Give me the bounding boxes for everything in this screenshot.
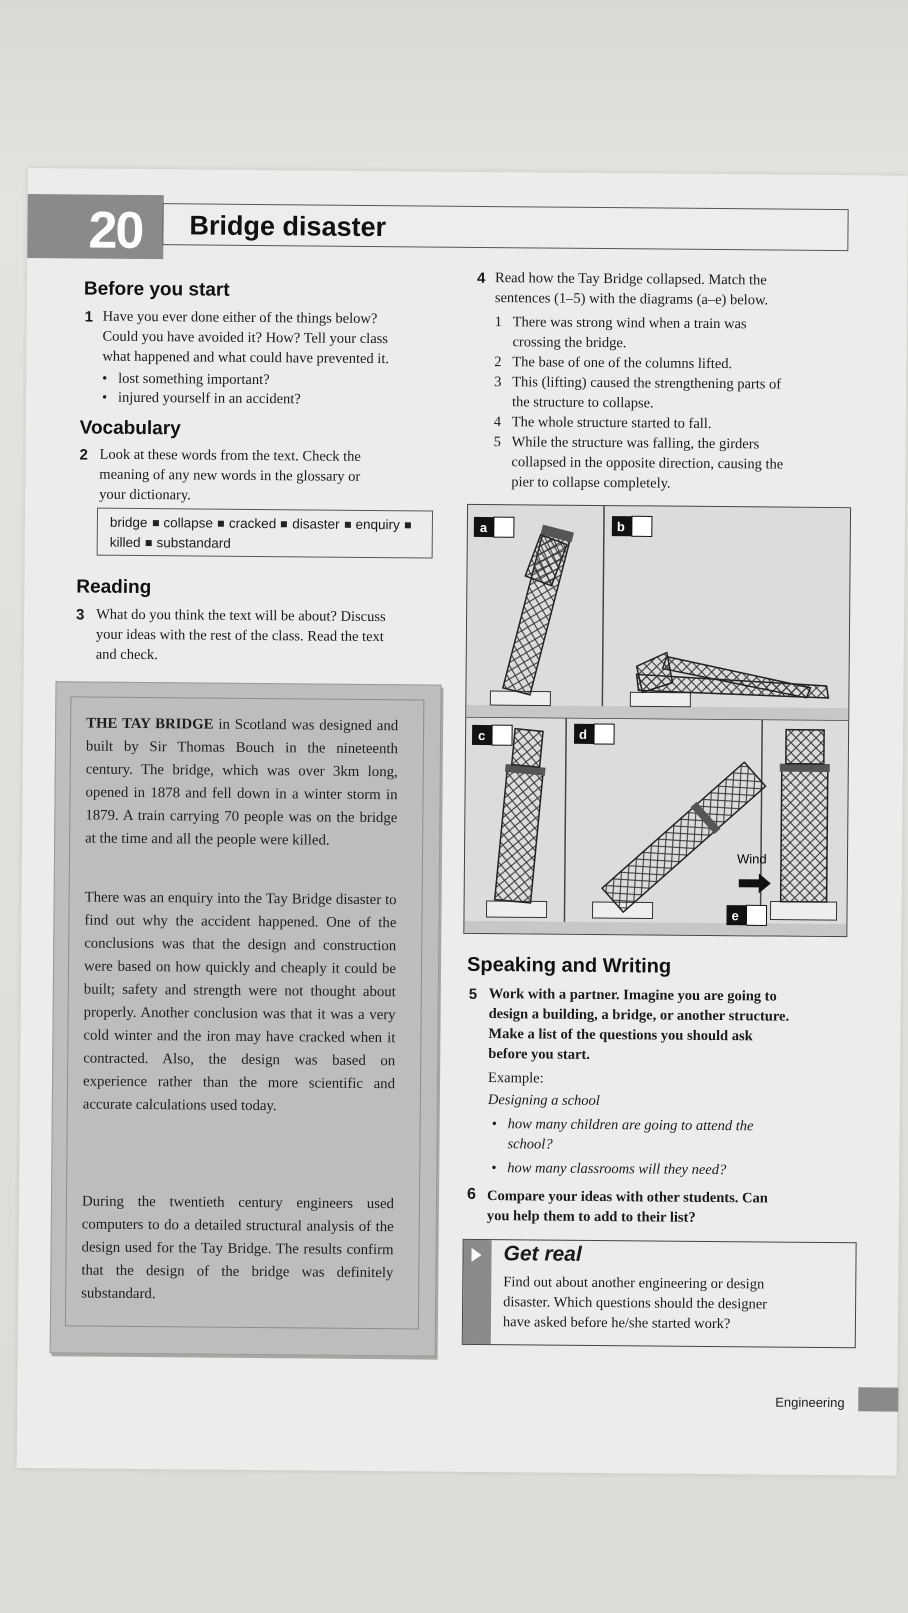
diagram-a-pier — [490, 524, 574, 706]
bullet-item: • lost something important? — [118, 369, 270, 390]
question-3-text: What do you think the text will be about? Discuss your ideas with the rest of the class. Read the text and check. — [95, 606, 386, 664]
diagram-label-b — [612, 516, 652, 536]
diagram-c-pier — [486, 728, 549, 918]
diagram-label-d — [574, 724, 614, 744]
question-number-4: 4 — [476, 269, 486, 287]
get-real-text: Find out about another engineering or design disaster. Which questions should the designer have asked before he/she started work? — [502, 1274, 768, 1333]
heading-reading: Reading — [76, 576, 152, 599]
svg-text:c: c — [477, 727, 486, 744]
sentence-5: 5 While the structure was falling, the girders collapsed in the opposite direction, causing the pier to collapse completely. — [493, 434, 784, 492]
svg-text:a: a — [479, 519, 488, 536]
example-bullet: • how many children are going to attend the school? — [507, 1114, 753, 1156]
text-paragraph-3: During the twentieth century engineers used computers to do a detailed structural analysis of the design used for the Tay Bridge. The results confirm that the design of the bridge was definitely substandard. — [81, 1193, 395, 1303]
textbook-page — [17, 168, 908, 1476]
sentence-4: 4 The whole structure started to fall. — [493, 414, 712, 432]
example-title: Designing a school — [487, 1092, 600, 1110]
heading-speaking-writing: Speaking and Writing — [466, 953, 672, 978]
question-5-text: Work with a partner. Imagine you are going to design a building, a bridge, or another structure. Make a list of the questions you should ask before you start. — [488, 986, 790, 1063]
footer-section: Engineering — [775, 1394, 845, 1411]
bullet-item: • injured yourself in an accident? — [118, 388, 301, 410]
sentence-3: 3 This (lifting) caused the strengthening parts of the structure to collapse. — [494, 374, 782, 412]
svg-text:d: d — [579, 726, 588, 742]
reading-text-panel — [50, 681, 442, 1356]
diagram-b-collapse — [630, 652, 828, 708]
question-number-3: 3 — [76, 606, 85, 624]
footer-page-tab — [858, 1387, 898, 1411]
wind-label: Wind — [736, 851, 767, 867]
question-number-5: 5 — [468, 985, 478, 1003]
unit-number: 20 — [88, 201, 143, 260]
diagram-label-e — [726, 905, 766, 925]
vocabulary-word-box: bridge collapse cracked disaster enquiry killed substandard — [97, 508, 433, 559]
sentence-2: 2 The base of one of the columns lifted. — [494, 354, 733, 373]
svg-text:b: b — [616, 519, 625, 535]
sentence-list — [493, 312, 855, 495]
diagram-d-falling — [592, 759, 767, 919]
text-paragraph-1: THE TAY BRIDGE in Scotland was designed and built by Sir Thomas Bouch in the nineteenth century. The bridge, which was over 3km long, opened in 1878 and fell down in a winter storm in 1879. A train carrying 70 people was on the bridge at the time and all the people were killed. — [85, 715, 399, 849]
example-bullet: • how many classrooms will they need? — [507, 1158, 726, 1180]
question-1-text: Have you ever done either of the things below? Could you have avoided it? How? Tell your class what happened and what could have prevented it. — [102, 308, 390, 368]
diagram-illustration — [464, 505, 850, 936]
question-6-text: Compare your ideas with other students. Can you help them to add to their list? — [486, 1188, 768, 1226]
sentence-1: 1 There was strong wind when a train was crossing the bridge. — [494, 314, 747, 352]
get-real-box — [462, 1239, 857, 1348]
title-bar — [162, 203, 848, 251]
get-real-heading: Get real — [503, 1242, 582, 1266]
diagram-e-pier — [770, 730, 838, 921]
collapse-diagrams — [463, 504, 851, 937]
unit-number-box — [27, 194, 164, 259]
play-arrow-icon — [471, 1248, 481, 1262]
svg-text:e: e — [731, 908, 739, 924]
diagram-label-a — [474, 517, 514, 537]
question-4-text: Read how the Tay Bridge collapsed. Match the sentences (1–5) with the diagrams (a–e) below. — [494, 270, 769, 309]
question-number-1: 1 — [84, 308, 94, 326]
heading-vocabulary: Vocabulary — [79, 417, 181, 440]
example-label: Example: — [488, 1070, 544, 1087]
text-paragraph-2: There was an enquiry into the Tay Bridge disaster to find out why the accident happened. One of the conclusions was that the design and construction were based on how quickly and cheaply it could be built; safety and strength were not thought about properly. Another conclusion was that it was a very cold winter and the iron may have cracked when it contracted. Also, the design was based on experience rather than the more scientific and accurate calculations used today. — [82, 889, 397, 1115]
question-number-6: 6 — [466, 1185, 477, 1203]
diagram-label-c — [472, 725, 512, 745]
wind-arrow-icon — [739, 873, 771, 893]
question-2-text: Look at these words from the text. Check the meaning of any new words in the glossary or your dictionary. — [99, 446, 361, 504]
page-title: Bridge disaster — [189, 210, 387, 243]
question-number-2: 2 — [79, 446, 88, 464]
heading-before-you-start: Before you start — [83, 278, 230, 301]
get-real-strip — [463, 1240, 492, 1344]
